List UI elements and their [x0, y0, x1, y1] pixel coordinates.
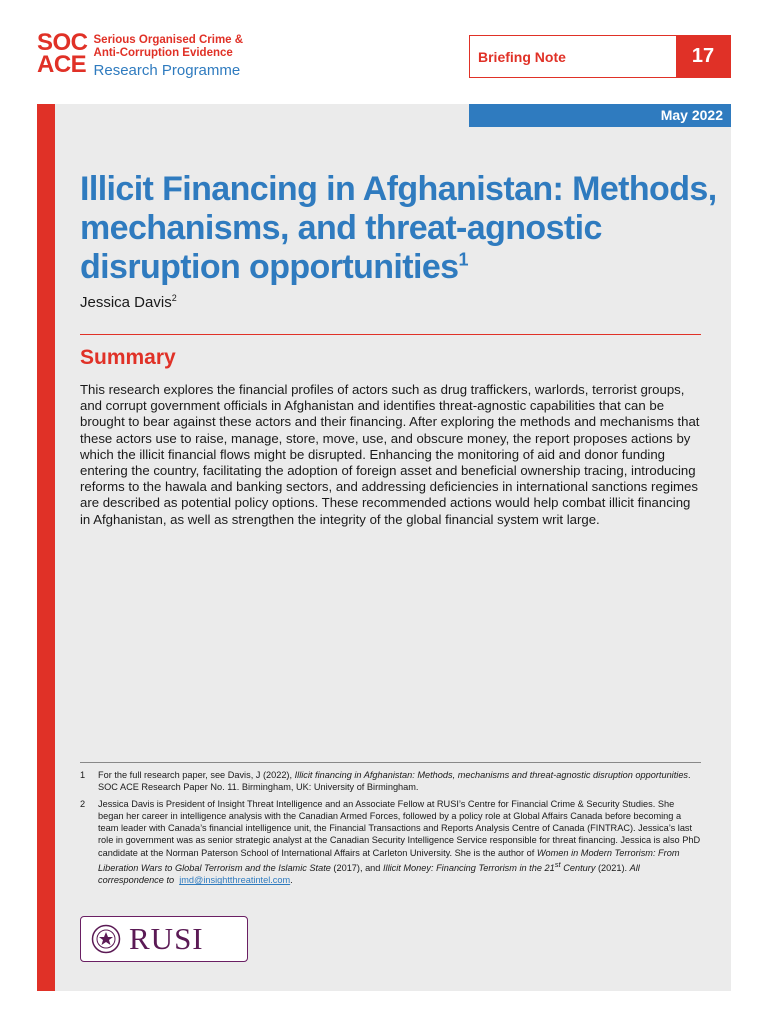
briefing-note-label: Briefing Note	[478, 48, 566, 65]
email-link[interactable]: jmd@insightthreatintel.com	[179, 875, 291, 886]
document-title: Illicit Financing in Afghanistan: Methods, mechanisms, and threat-agnostic disruption opportunities$^1$	[80, 170, 717, 286]
rusi-wordmark: RUSI	[129, 921, 204, 956]
logo-mark: SOC ACE	[37, 29, 88, 78]
rusi-crest-icon	[91, 924, 121, 954]
summary-heading: Summary	[80, 346, 176, 369]
footnotes	[80, 769, 702, 891]
briefing-note-number: 17	[676, 36, 730, 77]
author-footnote-ref[interactable]: 2	[171, 293, 177, 303]
side-stripe	[37, 104, 55, 991]
footnote-number: 1	[80, 770, 86, 780]
briefing-note-box	[469, 35, 731, 78]
author-name: Jessica Davis$^2$	[80, 293, 177, 311]
logo-text	[94, 34, 244, 80]
section-divider	[80, 334, 701, 335]
logo-text-line2: Anti-Corruption Evidence	[93, 47, 233, 59]
footnote-1: 1 For the full research paper, see Davis, J (2022), Illicit financing in Afghanistan: Methods, mechanisms and threat-agnostic disruption opportunities. SOC ACE Research Paper No. 11. Birmingham, UK: University of Birmingham.	[80, 770, 691, 793]
footnote-2: 2 Jessica Davis is President of Insight Threat Intelligence and an Associate Fellow at RUSI’s Centre for Financial Crime & Security Studies. She began her career in intelligence analysis with the Canadian Armed Forces, followed by a policy role at Global Affairs Canada before becoming a team leader with Canada’s financial intelligence unit, the Financial Transactions and Reports Analysis Centre of Canada (FINTRAC). Jessica’s last role in government was as senior strategic analyst at the Canadian Security Intelligence Service responsible for threat financing. Jessica is also PhD candidate at the Norman Paterson School of International Affairs at Carleton University. She is the author of Women in Modern Terrorism: From Liberation Wars to Global Terrorism and the Islamic State (2017), and Illicit Money: Financing Terrorism in the 21st Century (2021). All correspondence to jmd@insightthreatintel.com.	[80, 798, 701, 886]
title-footnote-ref[interactable]: 1	[458, 249, 468, 270]
summary-body: This research explores the financial profiles of actors such as drug traffickers, warlords, terrorist groups, and corrupt government officials in Afghanistan and identifies threat-agnostic capabilities that can be brought to bear against these actors and their financing. After exploring the methods and mechanisms that these actors use to raise, manage, store, move, use, and obscure money, the report proposes actions by which the illicit financial flows might be disrupted. Enhancing the monitoring of aid and donor funding entering the country, facilitating the adoption of foreign asset and beneficial ownership tracing, introducing reforms to the hawala and banking sectors, and addressing deficiencies in international sanctions regimes are described as potential policy options. These recommended actions would help combat illicit financing in Afghanistan, as well as strengthen the integrity of the global financial system writ large.	[80, 382, 700, 527]
soc-ace-logo	[37, 29, 244, 80]
logo-text-line3: Research Programme	[93, 62, 241, 79]
footnote-divider	[80, 762, 701, 763]
logo-text-line1: Serious Organised Crime &	[93, 34, 244, 46]
rusi-logo	[80, 916, 248, 962]
publication-date: May 2022	[469, 104, 731, 127]
footnote-number: 2	[80, 798, 86, 809]
